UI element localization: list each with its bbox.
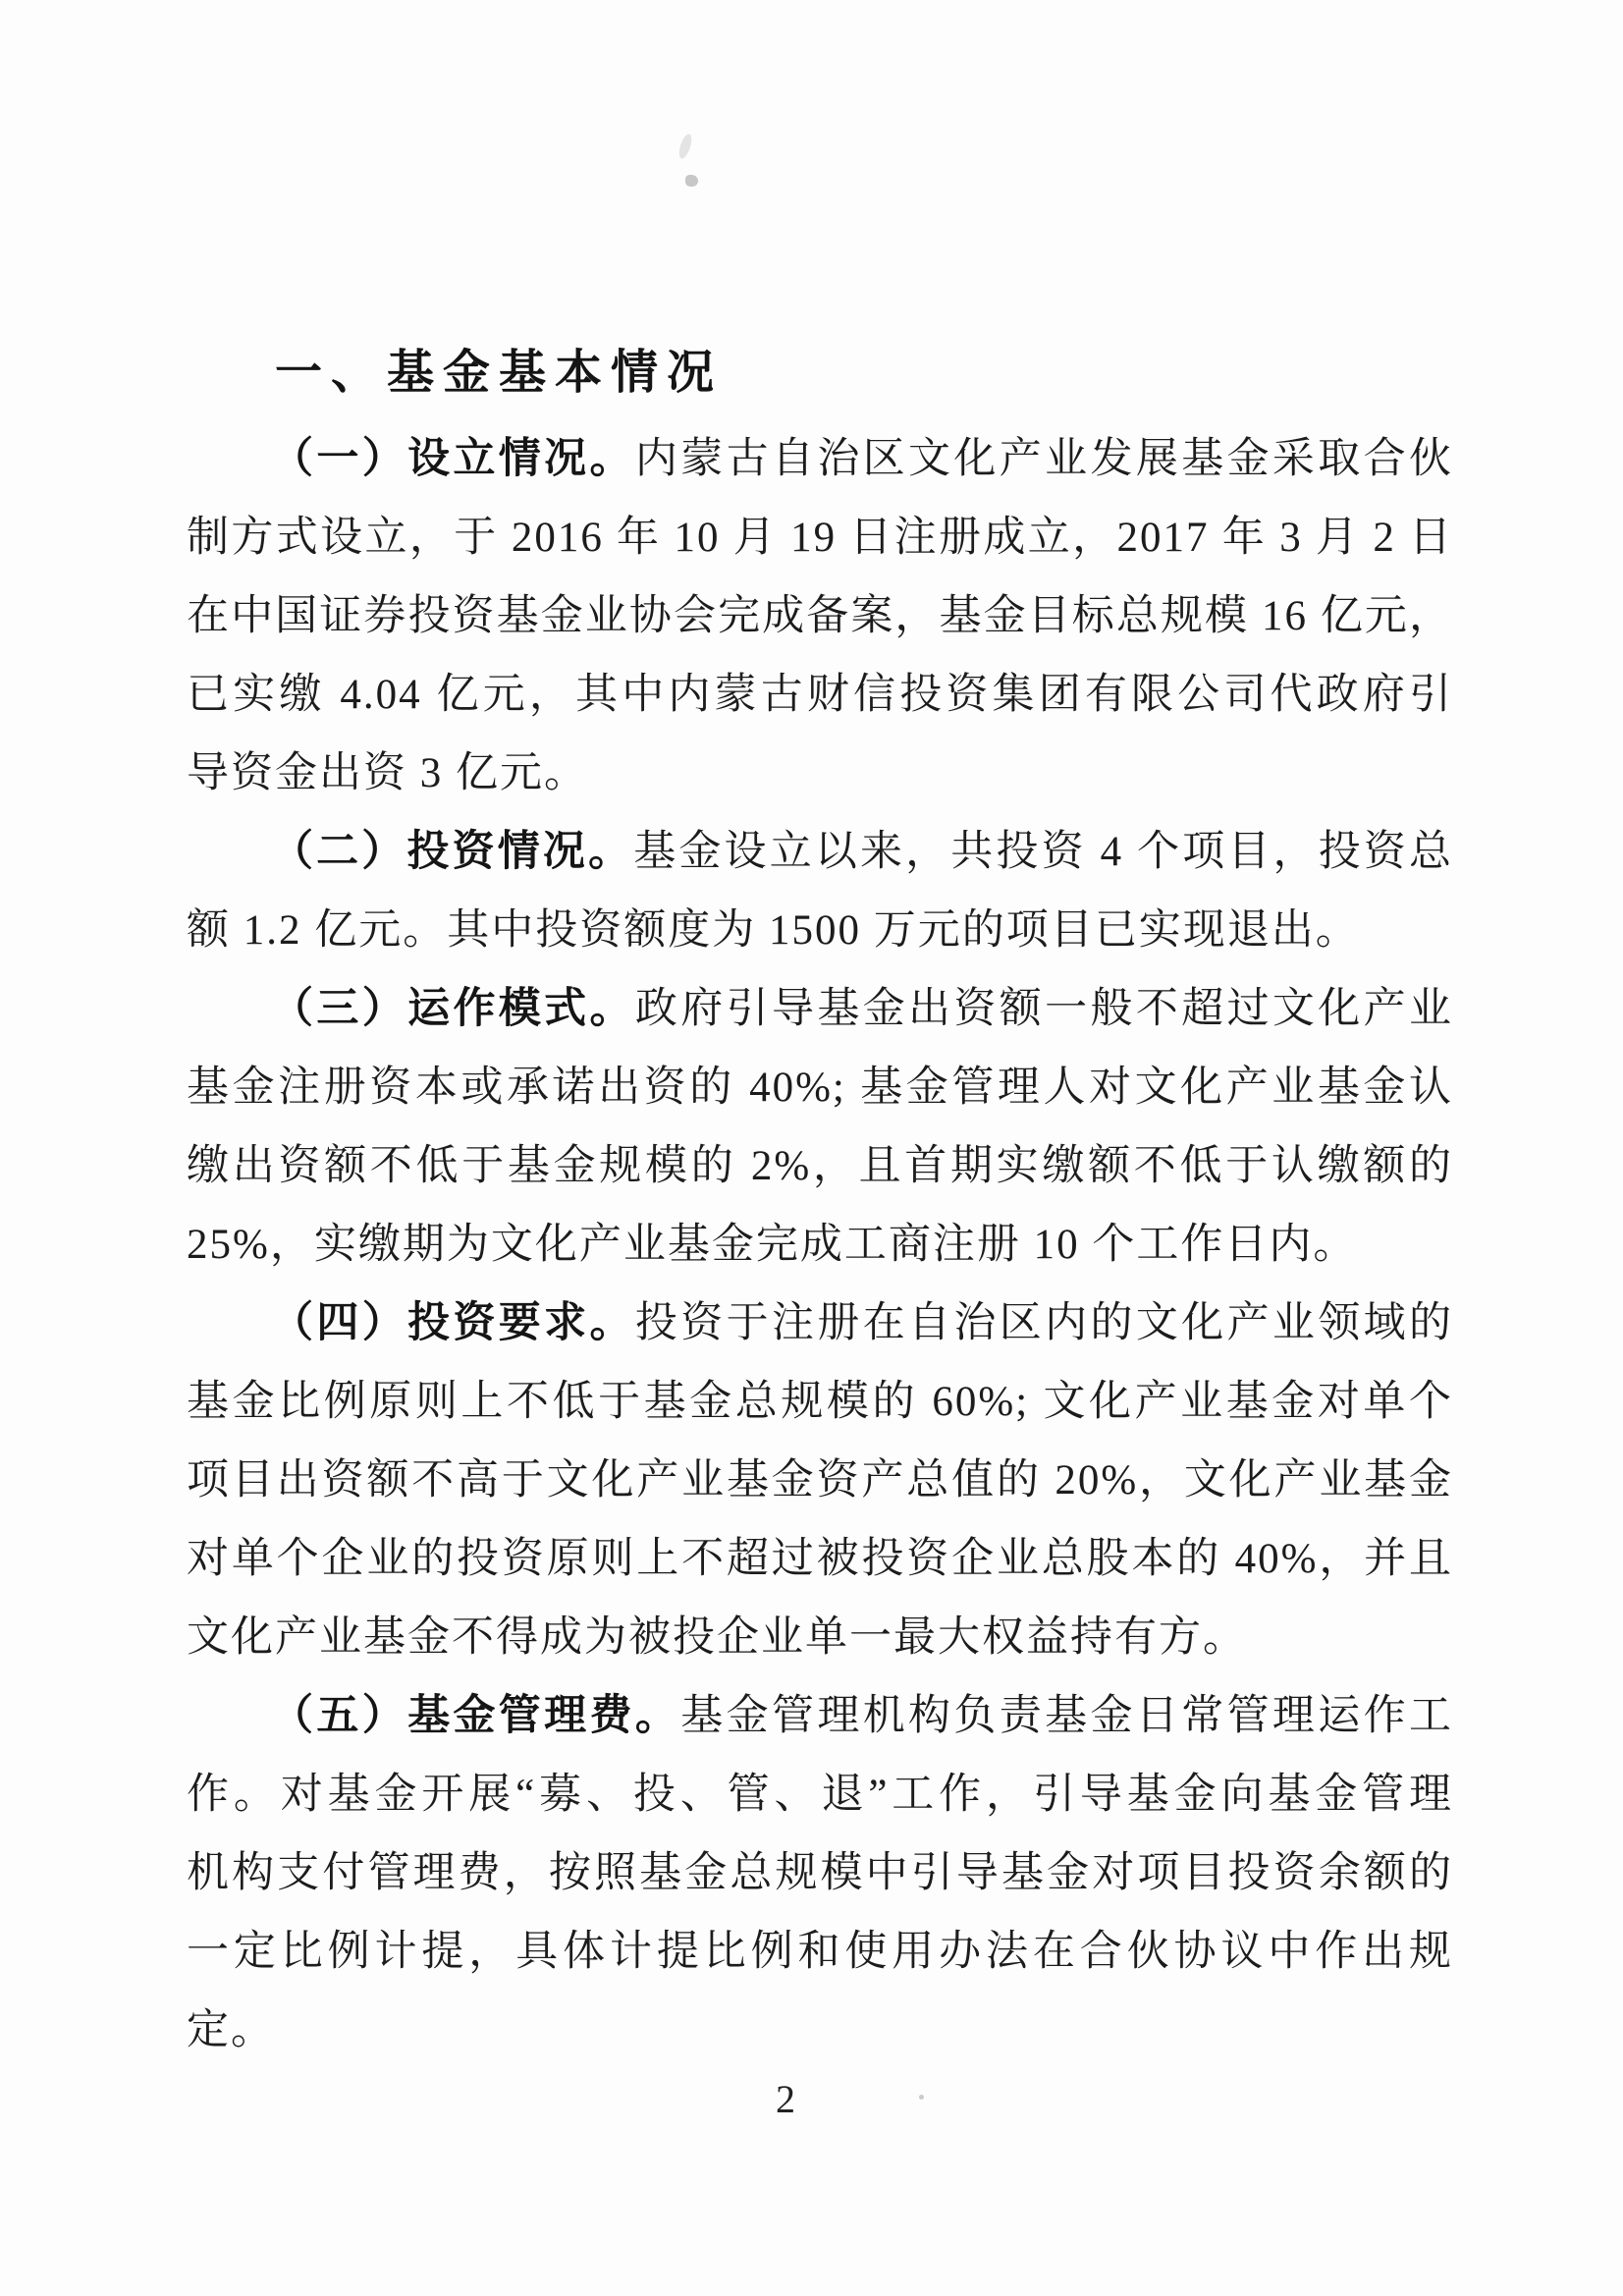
- text-line: 基金比例原则上不低于基金总规模的 60%; 文化产业基金对单个: [187, 1379, 1453, 1425]
- text-line: （五）基金管理费。基金管理机构负责基金日常管理运作工: [271, 1693, 1453, 1739]
- text-line: 一定比例计提，具体计提比例和使用办法在合伙协议中作出规: [187, 1929, 1453, 1975]
- paragraph-lead: （一）设立情况。: [271, 436, 635, 482]
- text-line: 定。: [187, 2007, 275, 2053]
- text-line: 文化产业基金不得成为被投企业单一最大权益持有方。: [187, 1614, 1247, 1661]
- text-line: 机构支付管理费，按照基金总规模中引导基金对项目投资余额的: [187, 1850, 1453, 1896]
- scan-speck: [676, 133, 694, 160]
- text-line: 额 1.2 亿元。其中投资额度为 1500 万元的项目已实现退出。: [187, 907, 1360, 954]
- paragraph-lead: （五）基金管理费。: [271, 1693, 681, 1739]
- text-line: 导资金出资 3 亿元。: [187, 750, 588, 796]
- text-line: 基金注册资本或承诺出资的 40%; 基金管理人对文化产业基金认: [187, 1065, 1453, 1111]
- text-line: （四）投资要求。投资于注册在自治区内的文化产业领域的: [271, 1300, 1453, 1346]
- text-line: 在中国证券投资基金业协会完成备案，基金目标总规模 16 亿元，: [187, 593, 1453, 639]
- page-number: 2: [776, 2077, 795, 2121]
- paragraph-lead: （四）投资要求。: [271, 1300, 635, 1346]
- text-line: （二）投资情况。基金设立以来，共投资 4 个项目，投资总: [271, 829, 1453, 875]
- text-line: 作。对基金开展“募、投、管、退”工作，引导基金向基金管理: [187, 1772, 1453, 1818]
- text-line: 对单个企业的投资原则上不超过被投资企业总股本的 40%，并且: [187, 1536, 1453, 1582]
- paragraph-lead: （二）投资情况。: [271, 829, 634, 875]
- paragraph-lead: （三）运作模式。: [271, 986, 635, 1032]
- paragraph-list: [187, 420, 1453, 2070]
- text-line: 已实缴 4.04 亿元，其中内蒙古财信投资集团有限公司代政府引: [187, 672, 1453, 718]
- document-body: [187, 342, 1453, 2122]
- text-line: 缴出资额不低于基金规模的 2%，且首期实缴额不低于认缴额的: [187, 1143, 1453, 1189]
- text-line: 25%，实缴期为文化产业基金完成工商注册 10 个工作日内。: [187, 1222, 1358, 1268]
- text-line: （三）运作模式。政府引导基金出资额一般不超过文化产业: [271, 986, 1453, 1032]
- text-line: 制方式设立，于 2016 年 10 月 19 日注册成立，2017 年 3 月 2 日: [187, 515, 1453, 561]
- text-line: 项目出资额不高于文化产业基金资产总值的 20%，文化产业基金: [187, 1457, 1453, 1503]
- section-heading: 一、基金基本情况: [275, 347, 724, 399]
- scan-speck: [685, 175, 698, 187]
- text-line: （一）设立情况。内蒙古自治区文化产业发展基金采取合伙: [271, 436, 1453, 482]
